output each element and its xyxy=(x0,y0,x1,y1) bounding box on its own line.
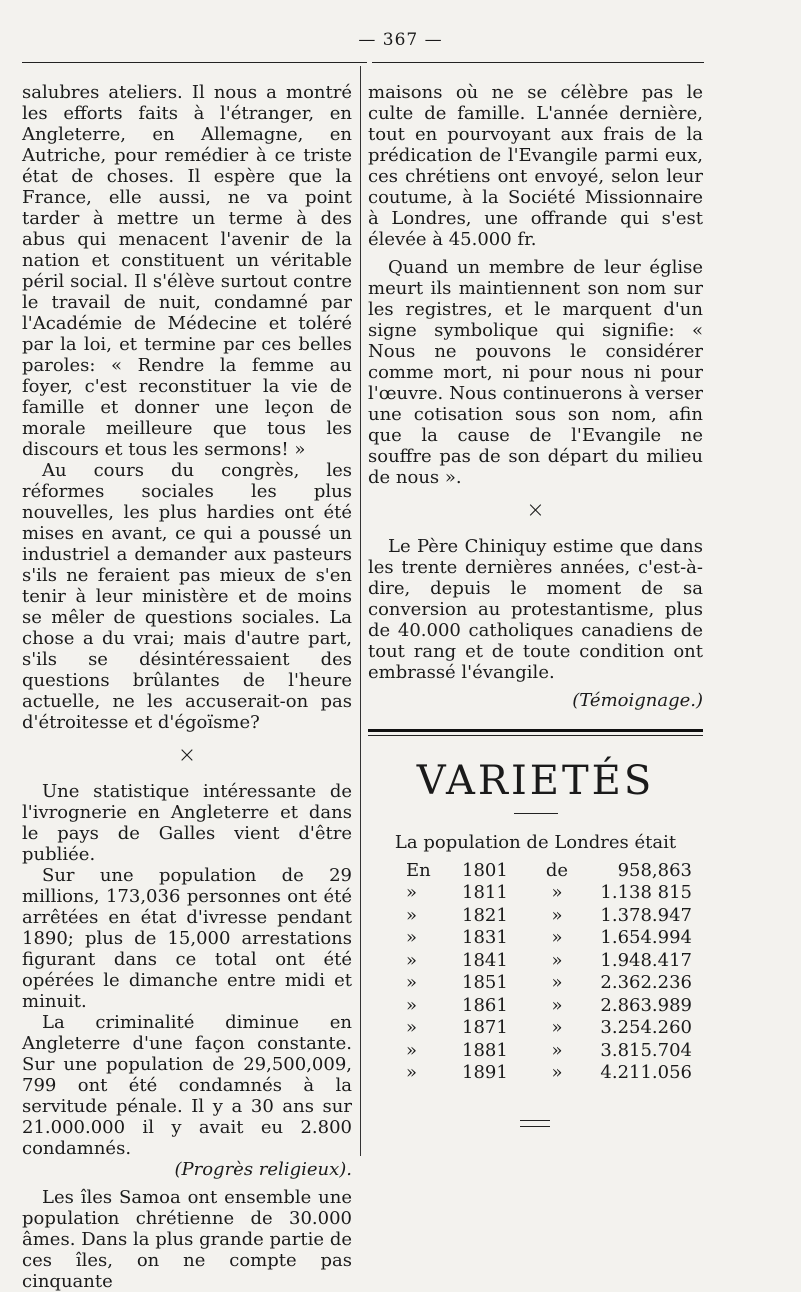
left-column xyxy=(22,82,352,1292)
page-number: — 367 — xyxy=(358,30,443,50)
spacer xyxy=(368,683,703,690)
row-label: » xyxy=(406,1062,418,1084)
row-sep: » xyxy=(551,949,563,971)
row-label: » xyxy=(406,994,418,1016)
spacer xyxy=(22,1180,352,1187)
right-paragraph-1: maisons où ne se célèbre pas le culte de famille. L'année dernière, tout en pourvoyant aux frais de la prédication de l'Evangile parmi eux, ces chrétiens ont envoyé, selon leur coutume, à la Société Missionnaire à Londres, une offrande qui s'est élevée à 45.000 fr. xyxy=(368,82,703,250)
left-paragraph-4: Sur une population de 29 millions, 173,036 personnes ont été arrêtées en état d'ivresse pendant 1890; plus de 15,000 arrestations figurant dans ce total ont été opérées le dimanche entre midi et minuit. xyxy=(22,865,352,1012)
row-year: 1861 xyxy=(462,994,508,1016)
heading-rule xyxy=(514,813,558,814)
table-row xyxy=(406,972,692,995)
table-row xyxy=(406,859,692,882)
row-sep: » xyxy=(551,882,563,904)
row-year: 1801 xyxy=(462,859,508,881)
row-year: 1891 xyxy=(462,1062,508,1084)
row-value: 1.138 815 xyxy=(600,882,692,904)
row-year: 1811 xyxy=(462,882,508,904)
row-year: 1851 xyxy=(462,972,508,994)
spacer xyxy=(368,250,703,257)
row-sep: » xyxy=(551,994,563,1016)
row-year: 1841 xyxy=(462,949,508,971)
row-value: 4.211.056 xyxy=(600,1062,692,1084)
left-paragraph-5: La criminalité diminue en Angleterre d'une façon constante. Sur une population de 29,500,009, 799 ont été condamnés à la servitude pénale. Il y a 30 ans sur 21.000.000 il y avait eu 2.800 condamnés. xyxy=(22,1012,352,1159)
row-label: » xyxy=(406,904,418,926)
row-value: 1.654.994 xyxy=(600,927,692,949)
row-label: » xyxy=(406,882,418,904)
end-mark xyxy=(520,1120,550,1132)
source-citation: (Progrès religieux). xyxy=(174,1159,352,1180)
left-paragraph-3: Une statistique intéressante de l'ivrognerie en Angleterre et dans le pays de Galles vient d'être publiée. xyxy=(22,781,352,865)
row-sep: » xyxy=(551,1039,563,1061)
row-value: 958,863 xyxy=(617,859,692,881)
right-column xyxy=(368,82,703,1132)
row-value: 1.378.947 xyxy=(600,904,692,926)
row-sep: » xyxy=(551,1062,563,1084)
left-paragraph-1: salubres ateliers. Il nous a montré les efforts faits à l'étranger, en Angleterre, en Allemagne, en Autriche, pour remédier à ce triste état de choses. Il espère que la France, elle aussi, ne va point tarder à mettre un terme à des abus qui menacent l'avenir de la nation et constituent un véritable péril social. Il s'élève surtout contre le travail de nuit, condamné par l'Académie de Médecine et toléré par la loi, et termine par ces belles paroles: « Rendre la femme au foyer, c'est reconstituer la vie de famille et donner une leçon de morale meilleure que tous les discours et tous les sermons! » xyxy=(22,82,352,460)
row-value: 3.254.260 xyxy=(600,1017,692,1039)
row-sep: » xyxy=(551,904,563,926)
row-sep: de xyxy=(545,859,569,881)
row-label: » xyxy=(406,927,418,949)
section-double-rule xyxy=(368,729,703,739)
population-caption: La population de Londres était xyxy=(394,832,677,853)
source-citation: (Témoignage.) xyxy=(572,690,703,711)
left-paragraph-6: Les îles Samoa ont ensemble une population chrétienne de 30.000 âmes. Dans la plus grande partie de ces îles, on ne compte pas cinquante xyxy=(22,1187,352,1292)
table-row xyxy=(406,994,692,1017)
end-mark-line xyxy=(520,1126,550,1132)
row-year: 1831 xyxy=(462,927,508,949)
row-value: 1.948.417 xyxy=(600,949,692,971)
row-sep: » xyxy=(551,972,563,994)
row-label: » xyxy=(406,1039,418,1061)
row-label: » xyxy=(406,972,418,994)
varietes-heading: VARIETÉS xyxy=(416,758,655,804)
row-label: En xyxy=(406,859,431,881)
section-separator: × xyxy=(177,743,197,768)
table-row xyxy=(406,949,692,972)
row-value: 2.863.989 xyxy=(600,994,692,1016)
row-year: 1821 xyxy=(462,904,508,926)
double-rule-thick xyxy=(368,729,703,732)
double-rule-thin xyxy=(368,735,703,736)
header-rule-left xyxy=(22,62,367,63)
right-paragraph-2: Quand un membre de leur église meurt ils maintiennent son nom sur les registres, et le marquent d'un signe symbolique qui signifie: « Nous ne pouvons le considérer comme mort, ni pour nous ni pour l'œuvre. Nous continuerons à verser une cotisation sous son nom, afin que la cause de l'Evangile ne souffre pas de son départ du milieu de nous ». xyxy=(368,257,703,488)
row-label: » xyxy=(406,949,418,971)
row-value: 3.815.704 xyxy=(600,1039,692,1061)
column-divider xyxy=(360,66,361,1156)
row-year: 1881 xyxy=(462,1039,508,1061)
table-row xyxy=(406,1039,692,1062)
left-paragraph-2: Au cours du congrès, les réformes sociales les plus nouvelles, les plus hardies ont été mises en avant, ce qui a poussé un industriel a demander aux pasteurs s'ils ne feraient pas mieux de s'en tenir à leur ministère et de moins se mêler de questions sociales. La chose a du vrai; mais d'autre part, s'ils se désintéressaient des questions brûlantes de l'heure actuelle, ne les accuserait-on pas d'étroitesse et d'égoïsme? xyxy=(22,460,352,733)
row-sep: » xyxy=(551,927,563,949)
table-row xyxy=(406,927,692,950)
header-rule-right xyxy=(372,62,704,63)
table-row xyxy=(406,1017,692,1040)
population-table xyxy=(406,859,692,1084)
table-row xyxy=(406,904,692,927)
right-paragraph-3: Le Père Chiniquy estime que dans les trente dernières années, c'est-à-dire, depuis le moment de sa conversion au protestantisme, plus de 40.000 catholiques canadiens de tout rang et de toute condition ont embrassé l'évangile. xyxy=(368,536,703,683)
row-value: 2.362.236 xyxy=(600,972,692,994)
row-label: » xyxy=(406,1017,418,1039)
table-row xyxy=(406,1062,692,1085)
table-row xyxy=(406,882,692,905)
row-year: 1871 xyxy=(462,1017,508,1039)
section-separator: × xyxy=(526,498,545,523)
row-sep: » xyxy=(551,1017,563,1039)
